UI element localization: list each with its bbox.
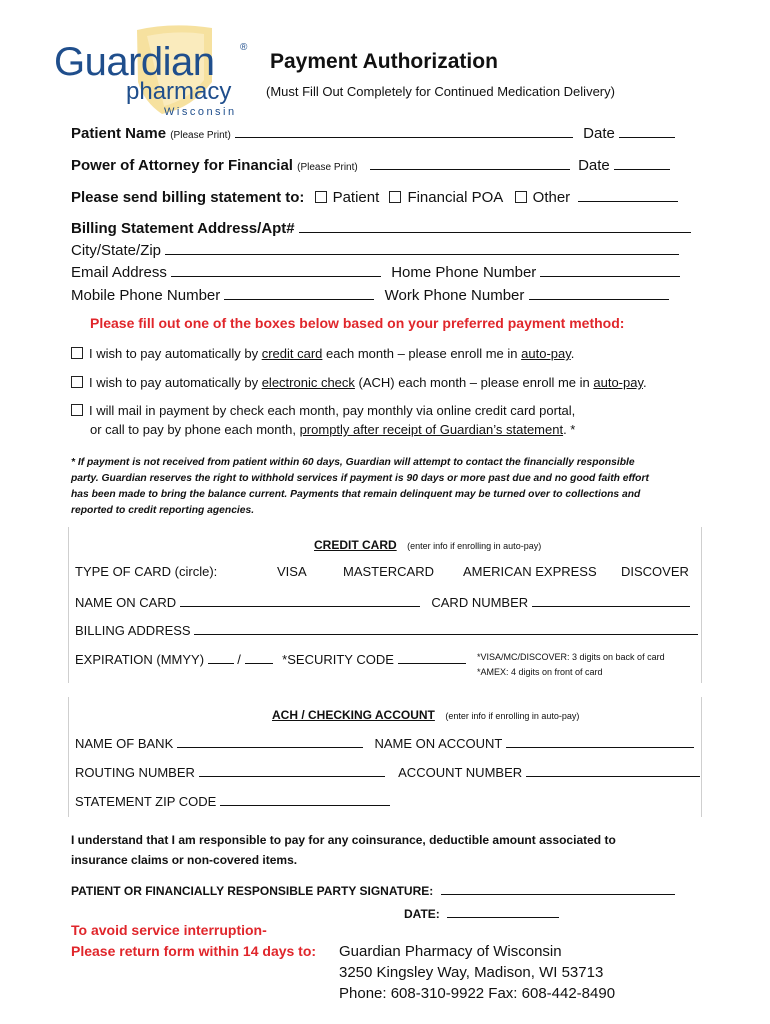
return-address-2: 3250 Kingsley Way, Madison, WI 53713 xyxy=(339,964,604,981)
security-code-field[interactable] xyxy=(398,649,466,664)
signature-row xyxy=(71,880,675,898)
cvv-note-2: *AMEX: 4 digits on front of card xyxy=(477,667,603,677)
page-title: Payment Authorization xyxy=(270,50,498,73)
responsibility-statement xyxy=(71,830,616,870)
patient-name-row xyxy=(71,123,675,142)
bank-row xyxy=(75,733,694,751)
cvv-note-1: *VISA/MC/DISCOVER: 3 digits on back of card xyxy=(477,652,665,662)
work-phone-field[interactable] xyxy=(529,285,669,300)
patient-name-label: Patient Name xyxy=(71,125,167,142)
option-ach-row xyxy=(71,375,647,390)
zip-row xyxy=(75,791,390,809)
disclaimer xyxy=(71,455,649,519)
routing-row xyxy=(75,762,700,780)
statement-note: promptly after receipt of Guardian’s statement xyxy=(299,422,564,437)
credit-card-title: CREDIT CARD xyxy=(314,538,397,552)
page-subtitle: (Must Fill Out Completely for Continued Medication Delivery) xyxy=(266,84,615,99)
option-text: each month – please enroll me in xyxy=(322,346,522,361)
checkbox-ach[interactable] xyxy=(71,376,83,388)
return-address-1: Guardian Pharmacy of Wisconsin xyxy=(339,943,562,960)
mobile-phone-field[interactable] xyxy=(224,285,374,300)
home-phone-label: Home Phone Number xyxy=(391,264,537,281)
routing-number-label: ROUTING NUMBER xyxy=(75,765,195,780)
return-warning-1: To avoid service interruption- xyxy=(71,922,267,938)
cc-billing-address-label: BILLING ADDRESS xyxy=(75,623,191,638)
email-row xyxy=(71,262,680,281)
card-type-amex[interactable]: AMERICAN EXPRESS xyxy=(463,564,597,579)
billing-address-label: Billing Statement Address/Apt# xyxy=(71,220,295,237)
card-type-discover[interactable]: DISCOVER xyxy=(621,564,689,579)
mobile-row xyxy=(71,285,669,304)
account-number-label: ACCOUNT NUMBER xyxy=(398,765,523,780)
expiration-month-field[interactable] xyxy=(208,649,234,664)
billing-address-row xyxy=(71,218,691,237)
option-text: . * xyxy=(563,422,576,437)
signature-date-field[interactable] xyxy=(447,903,559,918)
logo-registered: ® xyxy=(240,42,248,53)
auto-pay-link: auto-pay xyxy=(593,375,644,390)
responsibility-line: insurance claims or non-covered items. xyxy=(71,853,298,867)
bank-name-label: NAME OF BANK xyxy=(75,736,174,751)
patient-name-field[interactable] xyxy=(235,123,573,138)
signature-label: PATIENT OR FINANCIALLY RESPONSIBLE PARTY SIGNATURE: xyxy=(71,884,434,898)
poa-name-field[interactable] xyxy=(370,155,570,170)
name-on-card-row xyxy=(75,592,690,610)
cc-billing-address-field[interactable] xyxy=(194,620,698,635)
patient-date-label: Date xyxy=(583,125,615,142)
ach-heading xyxy=(272,706,579,724)
ach-title: ACH / CHECKING ACCOUNT xyxy=(272,708,435,722)
option-text: (ACH) each month – please enroll me in xyxy=(354,375,594,390)
expiration-year-field[interactable] xyxy=(245,649,273,664)
name-on-account-field[interactable] xyxy=(506,733,694,748)
card-number-label: CARD NUMBER xyxy=(431,595,529,610)
signature-date-row xyxy=(404,903,559,921)
disclaimer-line: * If payment is not received from patient within 60 days, Guardian will attempt to contact the financially responsible xyxy=(71,457,635,468)
disclaimer-line: has been made to bring the balance current. Payments that remain delinquent may be turned over to collections and xyxy=(71,489,641,500)
billing-send-label: Please send billing statement to: xyxy=(71,189,305,206)
payment-method-instructions: Please fill out one of the boxes below based on your preferred payment method: xyxy=(90,315,625,331)
guardian-logo xyxy=(52,22,257,118)
statement-zip-label: STATEMENT ZIP CODE xyxy=(75,794,217,809)
email-label: Email Address xyxy=(71,264,167,281)
option-text: I wish to pay automatically by xyxy=(89,375,262,390)
card-type-mastercard[interactable]: MASTERCARD xyxy=(343,564,435,579)
option-mail-row xyxy=(71,403,575,418)
signature-date-label: DATE: xyxy=(404,907,440,921)
account-number-field[interactable] xyxy=(526,762,700,777)
disclaimer-line: party. Guardian reserves the right to withhold services if payment is 90 days or more past due and no good faith effort xyxy=(71,473,649,484)
signature-field[interactable] xyxy=(441,880,675,895)
card-type-label: TYPE OF CARD (circle): xyxy=(75,564,218,579)
city-state-zip-row xyxy=(71,240,679,259)
mobile-phone-label: Mobile Phone Number xyxy=(71,287,221,304)
option-other-label: Other xyxy=(532,189,571,206)
please-print-note: (Please Print) xyxy=(170,130,231,141)
option-patient-label: Patient xyxy=(332,189,380,206)
disclaimer-line: reported to credit reporting agencies. xyxy=(71,505,255,516)
option-text: or call to pay by phone each month, xyxy=(90,422,300,437)
logo-text-wisconsin: Wisconsin xyxy=(164,106,237,118)
bank-name-field[interactable] xyxy=(177,733,363,748)
home-phone-field[interactable] xyxy=(540,262,680,277)
work-phone-label: Work Phone Number xyxy=(384,287,525,304)
return-address-3: Phone: 608-310-9922 Fax: 608-442-8490 xyxy=(339,985,616,1002)
card-type-visa[interactable]: VISA xyxy=(277,564,307,579)
other-field[interactable] xyxy=(578,187,678,202)
credit-card-heading xyxy=(314,536,541,554)
city-state-zip-field[interactable] xyxy=(165,240,679,255)
logo-text-pharmacy: pharmacy xyxy=(126,78,232,105)
ach-note: (enter info if enrolling in auto-pay) xyxy=(445,711,580,721)
credit-card-note: (enter info if enrolling in auto-pay) xyxy=(407,541,542,551)
statement-zip-field[interactable] xyxy=(220,791,390,806)
billing-send-row xyxy=(71,187,678,206)
option-text: I wish to pay automatically by xyxy=(89,346,262,361)
checkbox-credit-card[interactable] xyxy=(71,347,83,359)
option-text: . xyxy=(643,375,647,390)
option-text: . xyxy=(570,346,575,361)
email-field[interactable] xyxy=(171,262,381,277)
auto-pay-link: auto-pay xyxy=(521,346,571,361)
cc-billing-address-row xyxy=(75,620,698,638)
name-on-card-field[interactable] xyxy=(180,592,420,607)
responsibility-line: I understand that I am responsible to pay for any coinsurance, deductible amount associated to xyxy=(71,833,616,847)
poa-date-field[interactable] xyxy=(614,155,670,170)
credit-card-link: credit card xyxy=(261,346,323,361)
electronic-check-link: electronic check xyxy=(261,375,355,390)
name-on-account-label: NAME ON ACCOUNT xyxy=(374,736,503,751)
option-mail-row-2 xyxy=(90,422,575,437)
expiration-slash: / xyxy=(237,652,241,667)
poa-row xyxy=(71,155,670,174)
logo-text-guardian: Guardian xyxy=(54,40,215,84)
security-code-label: *SECURITY CODE xyxy=(282,652,394,667)
checkbox-other[interactable] xyxy=(515,191,527,203)
poa-date-label: Date xyxy=(578,157,610,174)
checkbox-patient[interactable] xyxy=(315,191,327,203)
billing-address-field[interactable] xyxy=(299,218,691,233)
checkbox-financial-poa[interactable] xyxy=(389,191,401,203)
city-state-zip-label: City/State/Zip xyxy=(71,242,162,259)
please-print-note: (Please Print) xyxy=(297,162,358,173)
checkbox-mail[interactable] xyxy=(71,404,83,416)
card-number-field[interactable] xyxy=(532,592,690,607)
option-financial-poa-label: Financial POA xyxy=(407,189,503,206)
patient-date-field[interactable] xyxy=(619,123,675,138)
routing-number-field[interactable] xyxy=(199,762,385,777)
option-text: I will mail in payment by check each month, pay monthly via online credit card portal, xyxy=(89,403,576,418)
expiration-row xyxy=(75,649,466,667)
return-warning-2: Please return form within 14 days to: xyxy=(71,943,317,959)
expiration-label: EXPIRATION (MMYY) xyxy=(75,652,205,667)
option-credit-card-row xyxy=(71,346,574,361)
name-on-card-label: NAME ON CARD xyxy=(75,595,177,610)
poa-label: Power of Attorney for Financial xyxy=(71,157,293,174)
